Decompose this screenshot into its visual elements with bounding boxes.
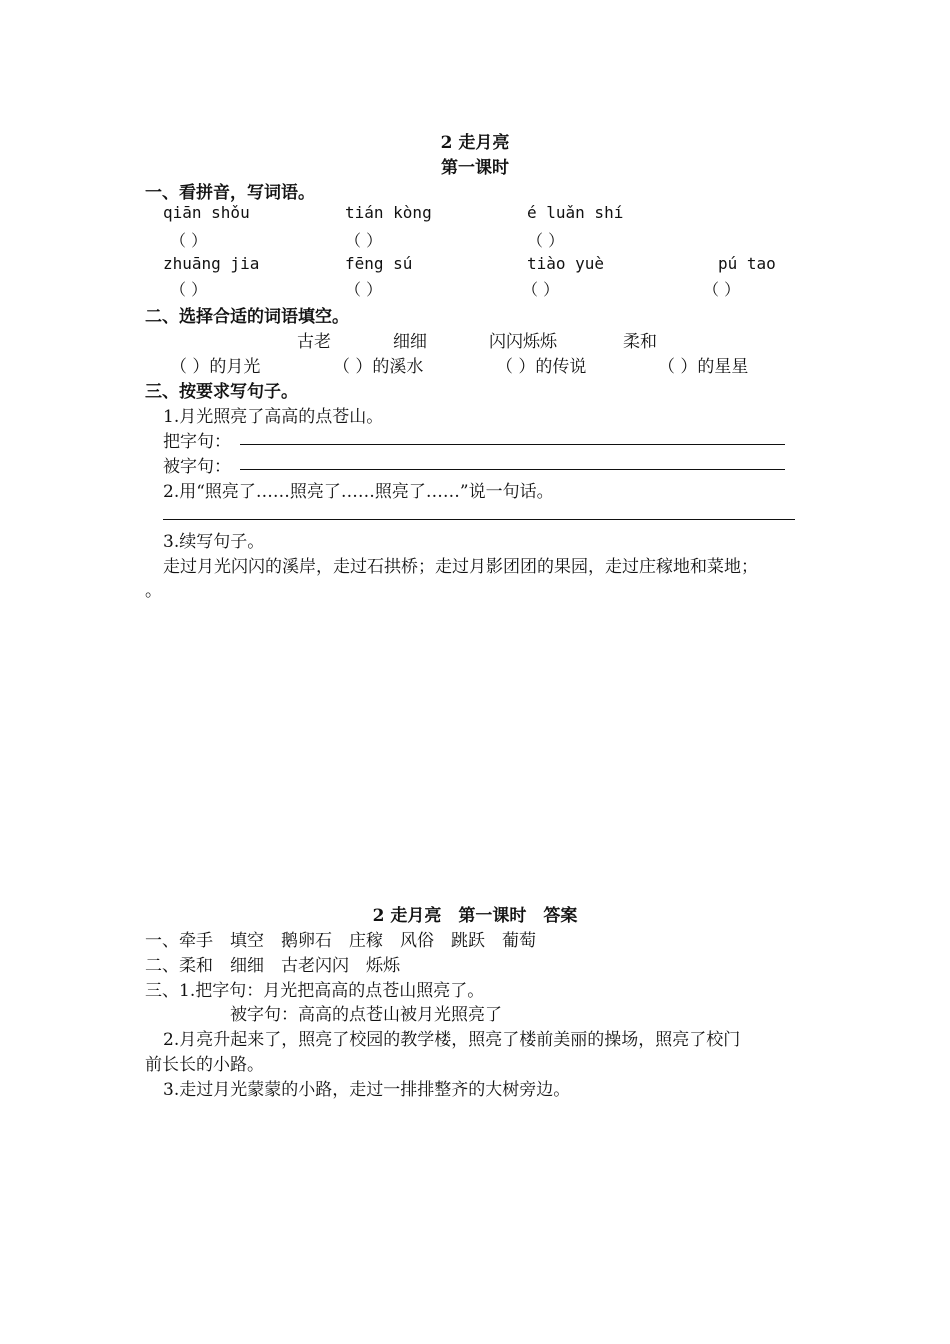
- fill-blank-phrase[interactable]: （ ）的传说: [496, 357, 587, 377]
- answer-blank[interactable]: （ ）: [170, 280, 208, 299]
- answer-3-1-bei: 被字句：高高的点苍山被月光照亮了: [230, 1005, 502, 1025]
- bei-sentence-answer-line[interactable]: [240, 469, 785, 470]
- pinyin-item: fēng sú: [345, 254, 413, 273]
- word-option: 柔和: [623, 332, 657, 352]
- section3-heading: 三、按要求写句子。: [145, 382, 298, 402]
- answer-blank[interactable]: （ ）: [345, 231, 383, 250]
- word-option: 闪闪烁烁: [489, 332, 557, 352]
- question-2: 2.用“照亮了……照亮了……照亮了……”说一句话。: [163, 482, 554, 502]
- word-option: 古老: [297, 332, 331, 352]
- section1-heading: 一、看拼音，写词语。: [145, 183, 315, 203]
- page-title: 2 走月亮: [440, 133, 510, 153]
- pinyin-item: pú tao: [718, 254, 776, 273]
- pinyin-item: tiào yuè: [527, 254, 605, 273]
- pinyin-item: tián kòng: [345, 203, 432, 222]
- answer-3-1: 三、1.把字句：月光把高高的点苍山照亮了。: [145, 981, 485, 1001]
- fill-blank-phrase[interactable]: （ ）的溪水: [333, 357, 424, 377]
- answer-1: 一、牵手 填空 鹅卵石 庄稼 风俗 跳跃 葡萄: [145, 931, 536, 951]
- answer-2: 二、柔和 细细 古老闪闪 烁烁: [145, 956, 400, 976]
- question-3-end: 。: [145, 581, 162, 601]
- ba-sentence-label: 把字句：: [163, 432, 231, 452]
- fill-blank-phrase[interactable]: （ ）的月光: [170, 357, 261, 377]
- answer-3-2-line1: 2.月亮升起来了，照亮了校园的教学楼，照亮了楼前美丽的操场，照亮了校门: [163, 1030, 741, 1050]
- word-option: 细细: [393, 332, 427, 352]
- question-3: 3.续写句子。: [163, 532, 265, 552]
- question-2-answer-line[interactable]: [163, 519, 795, 520]
- answer-3-3: 3.走过月光蒙蒙的小路，走过一排排整齐的大树旁边。: [163, 1080, 571, 1100]
- answer-3-2-line2: 前长长的小路。: [145, 1055, 264, 1075]
- pinyin-item: qiān shǒu: [163, 203, 250, 222]
- answer-blank[interactable]: （ ）: [170, 231, 208, 250]
- section2-heading: 二、选择合适的词语填空。: [145, 307, 349, 327]
- answer-blank[interactable]: （ ）: [527, 231, 565, 250]
- question-3-prompt: 走过月光闪闪的溪岸，走过石拱桥；走过月影团团的果园，走过庄稼地和菜地；: [163, 557, 758, 577]
- ba-sentence-answer-line[interactable]: [240, 444, 785, 445]
- page-subtitle: 第一课时: [441, 158, 509, 178]
- answers-title: 2 走月亮 第一课时 答案: [372, 906, 578, 926]
- answer-blank[interactable]: （ ）: [345, 280, 383, 299]
- answer-blank[interactable]: （ ）: [522, 280, 560, 299]
- pinyin-item: zhuāng jia: [163, 254, 260, 273]
- answer-blank[interactable]: （ ）: [703, 280, 741, 299]
- question-1: 1.月光照亮了高高的点苍山。: [163, 407, 384, 427]
- fill-blank-phrase[interactable]: （ ）的星星: [658, 357, 749, 377]
- bei-sentence-label: 被字句：: [163, 457, 231, 477]
- pinyin-item: é luǎn shí: [527, 203, 624, 222]
